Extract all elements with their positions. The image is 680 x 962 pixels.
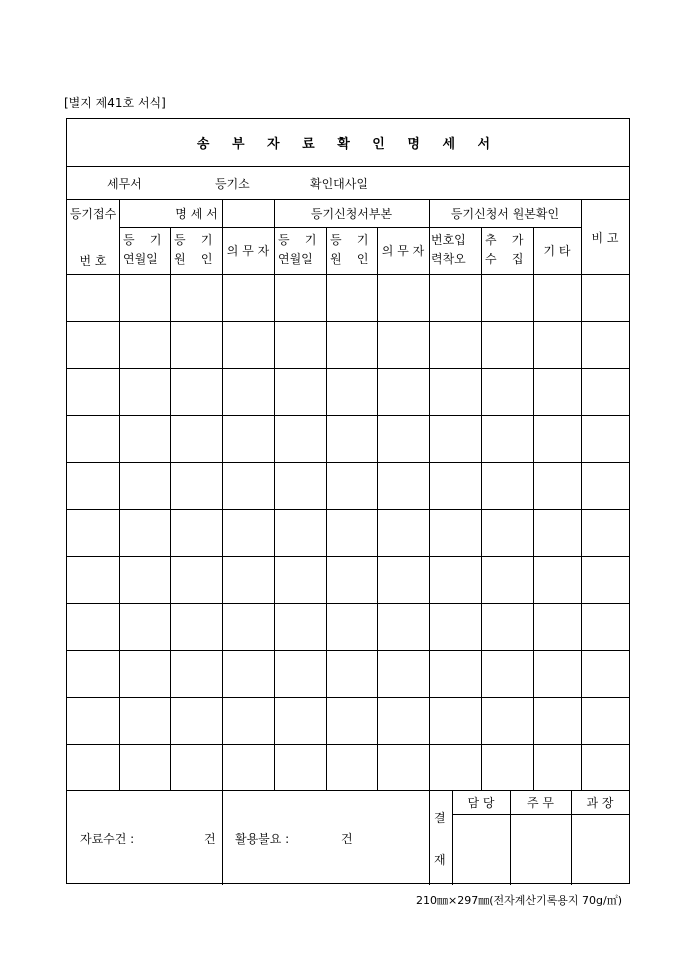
number-input-error-header: 번호입 력착오 — [431, 233, 466, 266]
office-row — [67, 166, 629, 200]
received-count-unit: 건 — [204, 832, 216, 846]
detail-group-header: 명 세 서 — [175, 206, 218, 221]
table-row — [67, 603, 629, 604]
obligor-header: 의 무 자 — [226, 244, 270, 258]
form-number-label: [별지 제41호 서식] — [64, 96, 166, 110]
header-bottom-line — [67, 274, 629, 275]
reg-number-bottom: 번 호 — [79, 254, 107, 268]
table-row — [67, 650, 629, 651]
table-row — [67, 556, 629, 557]
additional-collection-header: 추 가 수 집 — [485, 233, 524, 266]
copy-date-header: 등 기 연월일 — [278, 233, 317, 266]
usage-unneeded-unit: 건 — [341, 832, 353, 846]
received-count-label: 자료수건 : — [80, 832, 135, 846]
reg-date-header: 등 기 연월일 — [123, 233, 162, 266]
form-title: 송 부 자 료 확 인 명 세 서 — [67, 119, 629, 167]
paper-size-note: 210㎜×297㎜(전자계산기록용지 70g/㎡) — [416, 894, 622, 907]
tax-office-label: 세무서 — [107, 177, 142, 191]
header-divider — [119, 227, 581, 228]
confirmation-form — [66, 118, 630, 884]
table-row — [67, 509, 629, 510]
remarks-header: 비 고 — [591, 230, 619, 245]
manager-header: 과 장 — [586, 795, 614, 810]
table-row — [67, 744, 629, 745]
chief-header: 주 무 — [527, 795, 554, 810]
copy-obligor-header: 의 무 자 — [381, 244, 425, 258]
reg-cause-header: 등 기 원 인 — [174, 233, 213, 266]
approval-label-top: 결 — [434, 811, 446, 825]
usage-unneeded-label: 활용불요 : — [235, 832, 290, 846]
officer-header: 담 당 — [467, 795, 495, 810]
table-row — [67, 462, 629, 463]
reg-number-header: 등기접수 — [69, 206, 117, 221]
copy-cause-header: 등 기 원 인 — [330, 233, 369, 266]
etc-header: 기 타 — [543, 244, 571, 258]
table-row — [67, 415, 629, 416]
confirm-date-label: 확인대사일 — [310, 177, 368, 191]
approval-label-bottom: 재 — [434, 853, 446, 867]
registry-office-label: 등기소 — [215, 177, 250, 191]
original-group-header: 등기신청서 원본확인 — [450, 206, 560, 221]
table-row — [67, 321, 629, 322]
table-row — [67, 368, 629, 369]
table-row — [67, 697, 629, 698]
copy-group-header: 등기신청서부본 — [310, 206, 393, 221]
